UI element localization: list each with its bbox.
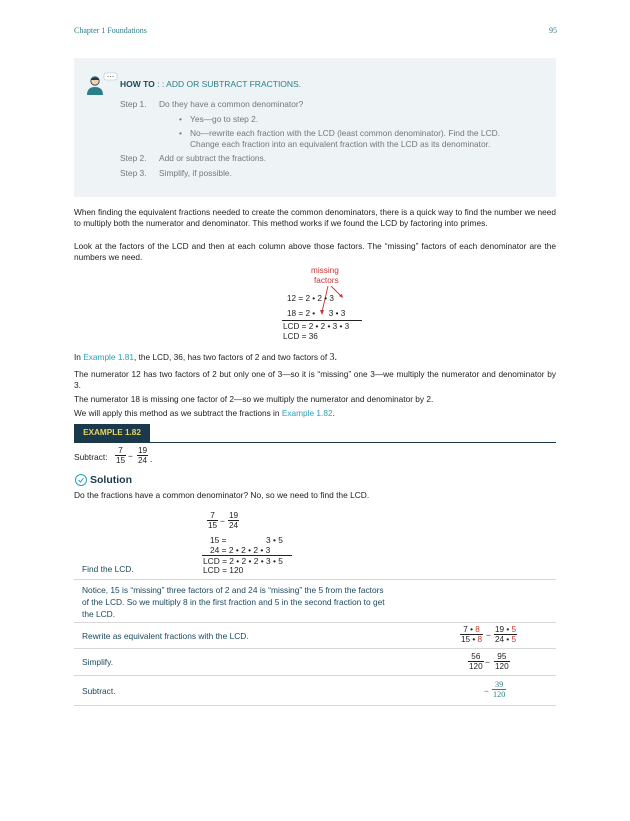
simplify-minus: −: [485, 657, 490, 667]
subtract-prompt: Subtract:: [74, 452, 108, 462]
paragraph-quick-way: When finding the equivalent fractions needed to create the common denominators, there is a quick way to find the number we need to multiply both the numerator and denominator. This method works if we found the LCD by factoring into primes.: [74, 207, 556, 228]
row-divider-3: [74, 648, 556, 649]
paragraph-example-ref: In Example 1.81, the LCD, 36, has two factors of 2 and two factors of 3.: [74, 352, 338, 363]
rewrite-fraction-1: $\frac{7 • 8}{15 • 8}$: [461, 625, 483, 644]
howto-separator: : :: [157, 79, 165, 89]
bullet-yes: Yes—go to step 2.: [190, 114, 259, 124]
bullet-yes-marker: •: [179, 114, 182, 124]
factor-row-lcd-value: LCD = 36: [283, 332, 318, 341]
row-divider-4: [74, 675, 556, 676]
step1-text: Do they have a common denominator?: [159, 99, 304, 109]
bullet-no-line1: No—rewrite each fraction with the LCD (least common denominator). Find the LCD.: [190, 128, 501, 138]
fraction-7-15: $\frac{7}{15}$: [116, 446, 126, 465]
lcd-row-value: LCD = 120: [203, 565, 244, 575]
prompt-period: .: [150, 454, 153, 464]
lcd-row-24: 24 = 2 • 2 • 2 • 3: [210, 545, 271, 555]
result-minus: −: [484, 686, 489, 696]
fraction-19-24: $\frac{19}{24}$: [138, 446, 148, 465]
factor-row-lcd: LCD = 2 • 2 • 3 • 3: [283, 322, 350, 331]
howto-title-text: ADD OR SUBTRACT FRACTIONS.: [166, 79, 302, 89]
subtract-label: Subtract.: [82, 686, 116, 696]
simplify-fraction-56-120: $\frac{56}{120}$: [469, 652, 483, 671]
simplify-fraction-95-120: $\frac{95}{120}$: [495, 652, 509, 671]
link-example-1-82[interactable]: Example 1.82: [281, 408, 333, 418]
lcd-row-15-left: 15 =: [210, 535, 227, 545]
missing-label-line1: missing: [311, 266, 339, 275]
howto-title: HOW TO : : ADD OR SUBTRACT FRACTIONS.: [120, 79, 302, 89]
factor-divider: [282, 320, 362, 321]
factor-row-12: 12 = 2 • 2 • 3: [287, 294, 334, 303]
link-example-1-81[interactable]: Example 1.81: [83, 352, 134, 362]
paragraph-numerator-18: The numerator 18 is missing one factor of 2—so we multiply the numerator and denominator by 2.: [74, 394, 434, 404]
paragraph-numerator-12: The numerator 12 has two factors of 2 but only one of 3—so it is “missing” one 3—we multiply the numerator and denominator by 3.: [74, 369, 556, 390]
checkmark-circle-icon: [75, 474, 87, 486]
step2-label: Step 2.: [120, 153, 147, 163]
notice-line2: of the LCD. So we multiply 8 in the first fraction and 5 in the second fraction to get: [82, 597, 385, 607]
simplify-label: Simplify.: [82, 657, 114, 667]
notice-line1: Notice, 15 is “missing” three factors of 2 and 24 is “missing” the 5 from the factors: [82, 585, 384, 595]
rewrite-label: Rewrite as equivalent fractions with the LCD.: [82, 631, 249, 641]
rewrite-fraction-2: $\frac{19 • 5}{24 • 5}$: [495, 625, 517, 644]
bullet-no-line2: Change each fraction into an equivalent fraction with the LCD as its denominator.: [190, 139, 491, 149]
lcd-row-product: LCD = 2 • 2 • 2 • 3 • 5: [203, 556, 283, 566]
chapter-header: Chapter 1 Foundations: [74, 26, 147, 35]
step3-label: Step 3.: [120, 168, 147, 178]
step3-text: Simplify, if possible.: [159, 168, 232, 178]
paragraph-look-at-factors: Look at the factors of the LCD and then at each column above those factors. The “missing” factors of each denominator are the numbers we need.: [74, 241, 556, 262]
solution-title: Solution: [90, 474, 132, 486]
page-number: 95: [549, 26, 557, 35]
lcd-fraction-7-15: $\frac{7}{15}$: [208, 511, 218, 530]
find-lcd-label: Find the LCD.: [82, 564, 134, 574]
step2-text: Add or subtract the fractions.: [159, 153, 267, 163]
row-divider-1: [74, 579, 556, 580]
lcd-fraction-19-24: $\frac{19}{24}$: [229, 511, 239, 530]
row-divider-2: [74, 622, 556, 623]
factor-row-18: 18 = 2 • 3 • 3: [287, 309, 346, 318]
result-fraction-39-120: $\frac{39}{120}$: [493, 680, 506, 699]
rewrite-minus: −: [486, 630, 491, 640]
person-reading-icon: [84, 72, 118, 98]
row-divider-5: [74, 705, 556, 706]
minus-sign: −: [128, 451, 133, 461]
bullet-no-marker: •: [179, 128, 182, 138]
notice-line3: the LCD.: [82, 609, 116, 619]
lcd-minus: −: [220, 516, 225, 526]
lcd-row-15-right: 3 • 5: [266, 535, 283, 545]
step1-label: Step 1.: [120, 99, 147, 109]
solution-intro: Do the fractions have a common denominator? No, so we need to find the LCD.: [74, 490, 370, 500]
paragraph-apply-method: We will apply this method as we subtract the fractions in Example 1.82.: [74, 408, 335, 418]
example-label: EXAMPLE 1.82: [74, 424, 150, 442]
missing-label-line2: factors: [314, 276, 339, 285]
